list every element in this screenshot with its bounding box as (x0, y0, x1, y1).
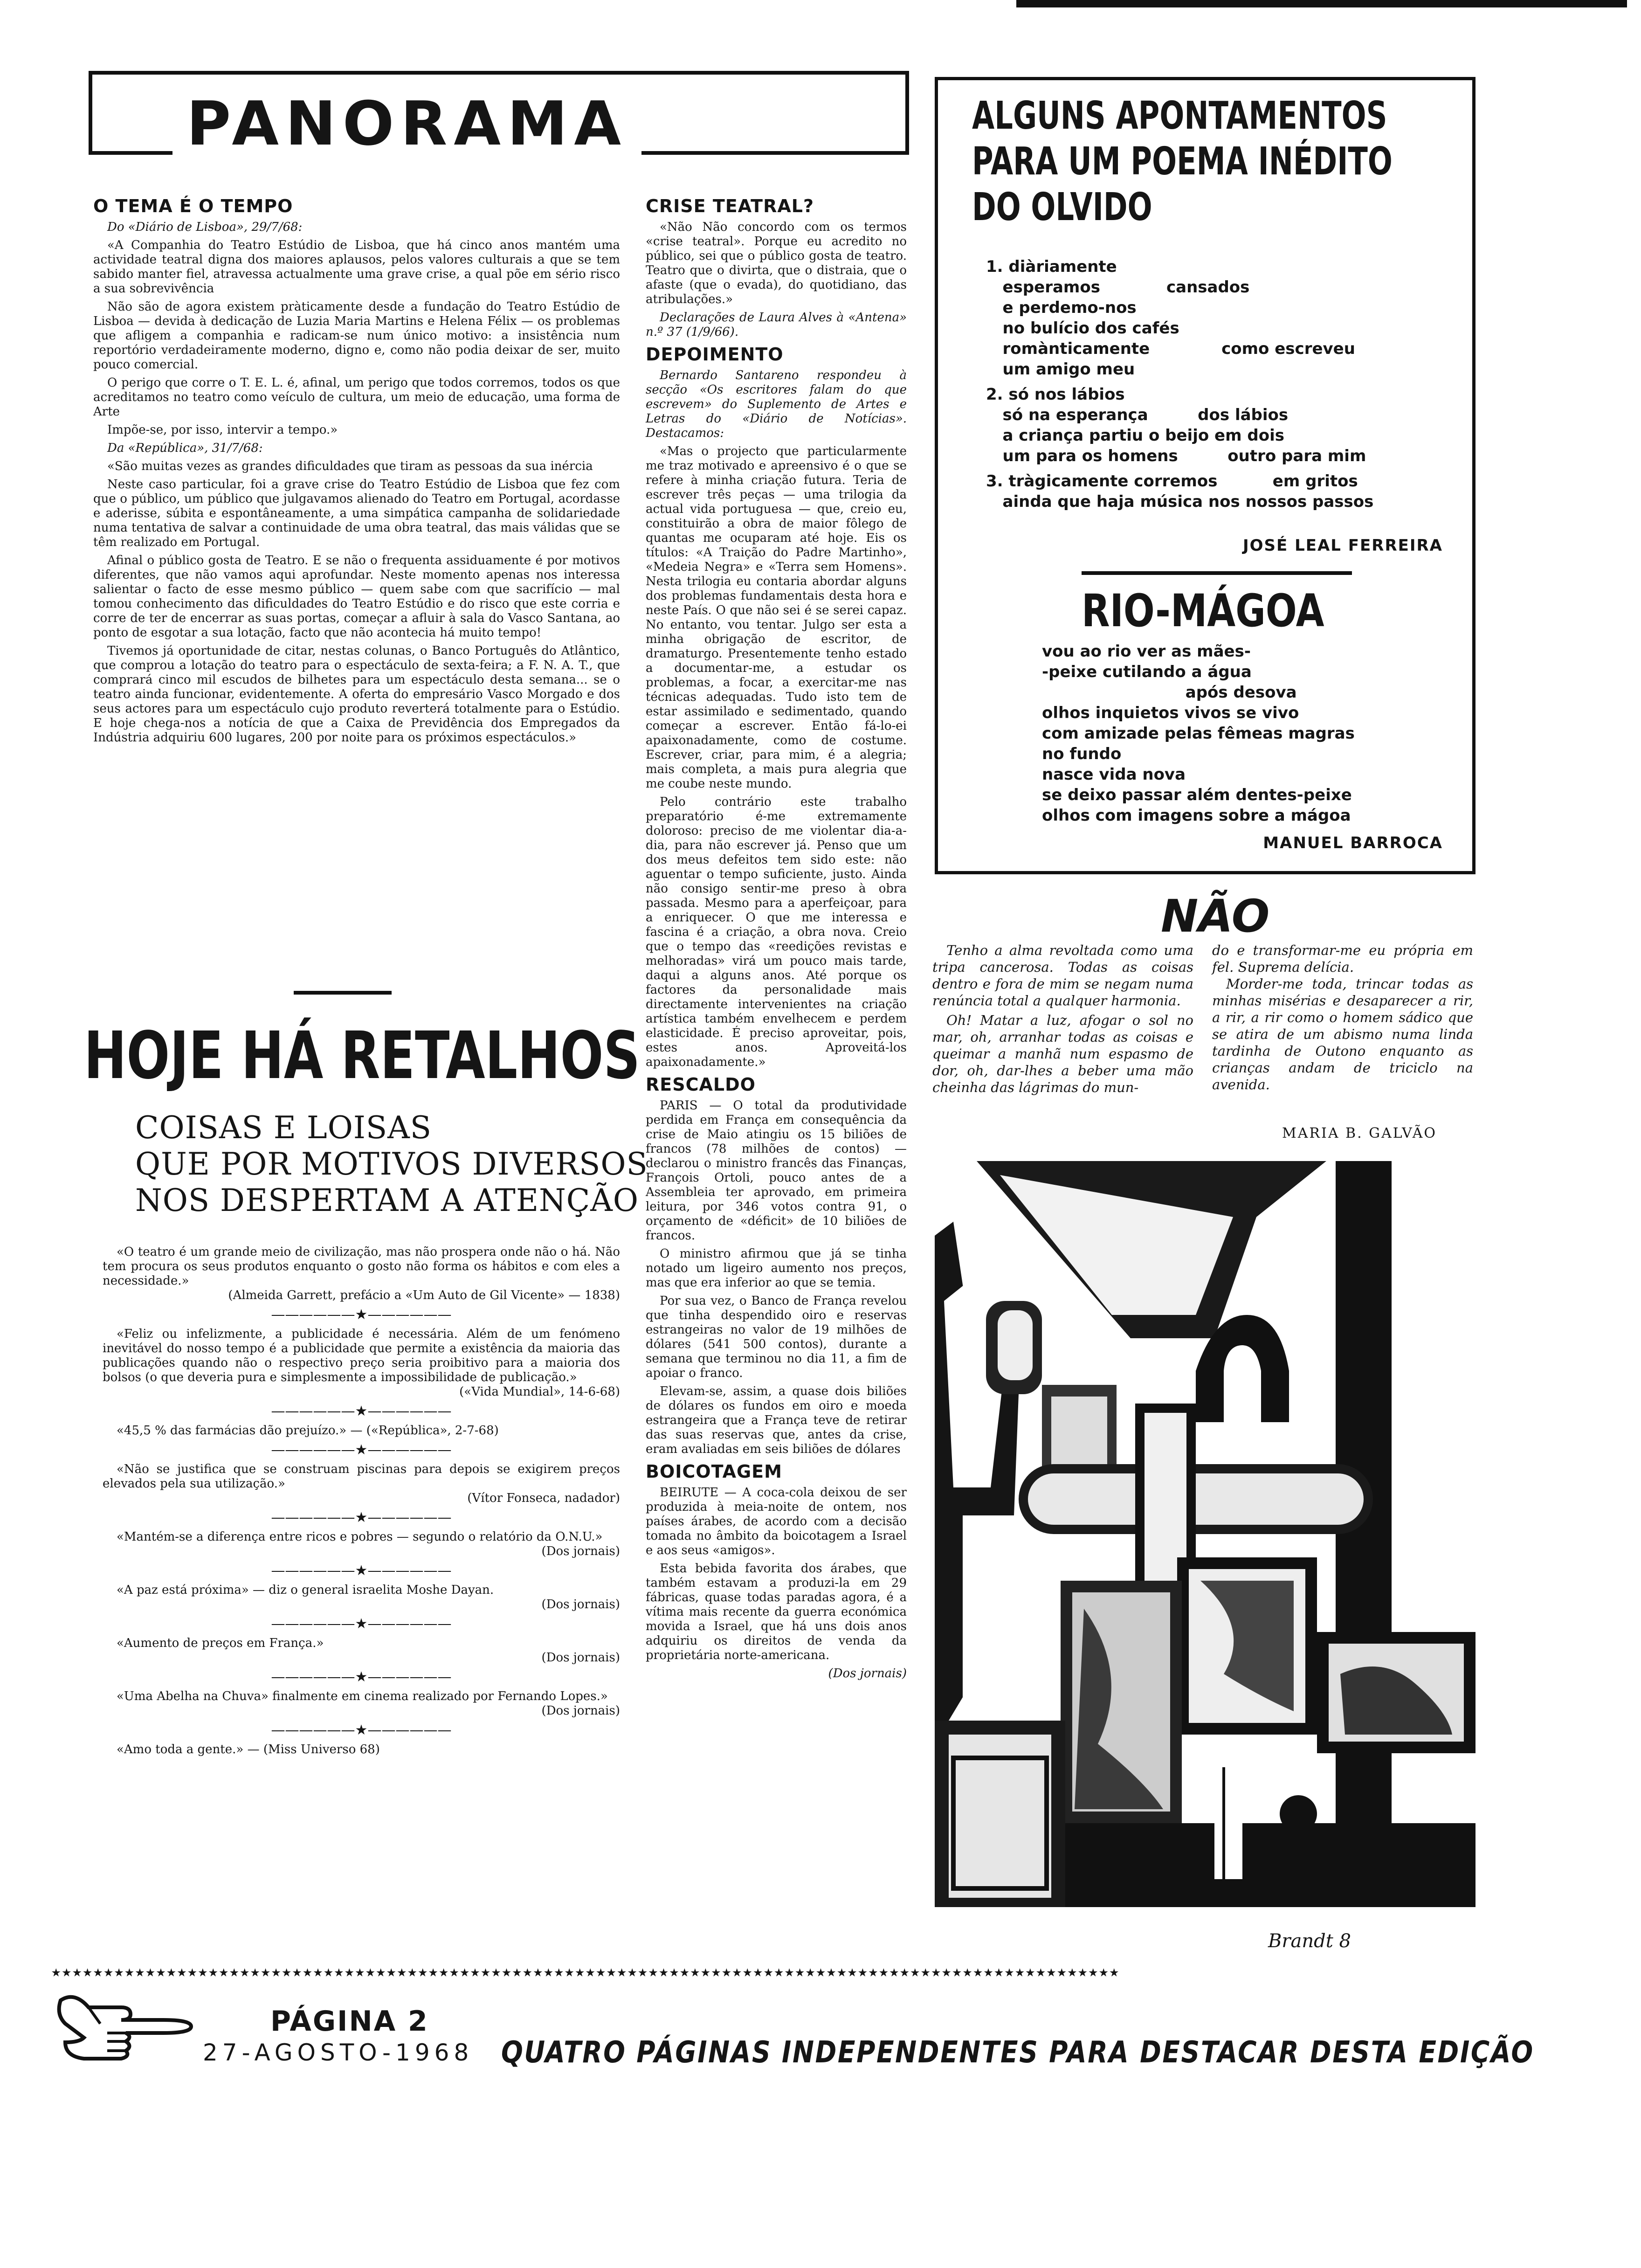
quote-source: («Vida Mundial», 14-6-68) (459, 1385, 620, 1399)
rescaldo-paragraph: Elevam-se, assim, a quase dois biliões de dólares os fundos em oiro e moeda estrangeira que a França teve de retirar das suas reservas que, antes da crise, eram avaliadas em seis biliões de dólares (646, 1384, 907, 1456)
boicotagem-paragraph: Esta bebida favorita dos árabes, que também estavam a produzi-la em 29 fábricas, quase todas paradas agora, é a vítima mais recente da guerra económica movida a Israel, que há uns dois anos adquiriu os direitos de venda da proprietária norte-americana. (646, 1562, 907, 1662)
crise-heading: CRISE TEATRAL? (646, 196, 814, 216)
tema-paragraph: O perigo que corre o T. E. L. é, afinal, um perigo que todos corremos, todos os que acreditamos no teatro como veículo de cultura, um meio de educação, uma forma de Arte (93, 376, 620, 419)
rescaldo-paragraph: O ministro afirmou que já se tinha notado um ligeiro aumento nos preços, mas que era inferior ao que se temia. (646, 1247, 907, 1290)
boicotagem-paragraph: BEIRUTE — A coca-cola deixou de ser produzida à meia-noite de ontem, nos países árabes, de acordo com a decisão tomada no âmbito da boicotagem a Israel e aos seus «amigos». (646, 1486, 907, 1557)
poem-line: 2. só nos lábios (986, 385, 1125, 404)
star-icon: ★ (355, 1307, 368, 1323)
poem-line: e perdemo-nos (986, 298, 1137, 317)
poem-line: no bulício dos cafés (986, 319, 1179, 338)
abstract-artwork (935, 1161, 1476, 1954)
tema-paragraph: «A Companhia do Teatro Estúdio de Lisboa, que há cinco anos mantém uma actividade teatral digna dos maiores aplausos, pelos valores culturais a que se tem sabido manter fiel, atravessa actualmente uma grave crise, a qual põe em sério risco a sua sobrevivência (93, 238, 620, 296)
issue-date: 27-AGOSTO-1968 (203, 2039, 474, 2066)
poem-line: romànticamente como escreveu (986, 339, 1355, 358)
tema-source-1: Do «Diário de Lisboa», 29/7/68: (107, 220, 303, 234)
middle-column (646, 191, 907, 1685)
nao-paragraph: Oh! Matar a luz, afogar o sol no mar, oh, arranhar todas as coisas e queimar a manhã num espasmo de dor, oh, dar-lhes a beber uma mão cheinha das lágrimas do mun- (932, 1012, 1193, 1095)
rio-line: olhos inquietos vivos se vivo (1042, 704, 1299, 722)
quote-source: (Dos jornais) (541, 1597, 620, 1611)
top-rule (1016, 0, 1627, 7)
tema-source-2: Da «República», 31/7/68: (107, 441, 263, 455)
star-border: ★★★★★★★★★★★★★★★★★★★★★★★★★★★★★★★★★★★★★★★★★★★★★★★★★★★★★★★★★★★★★★★★★★★★★★★★★★★★★★★★★★★★★★★★★★★★★★★★★★★★★★ (51, 1962, 1120, 1981)
poem-line: 1. diàriamente (986, 257, 1117, 276)
depoimento-intro: Bernardo Santareno respondeu à secção «Os escritores falam do que escrevem» do Suplemento de Artes e Letras do «Diário de Notícias». Destacamos: (646, 368, 907, 440)
quote-source: (Vítor Fonseca, nadador) (467, 1491, 620, 1505)
star-divider: ——————★—————— (271, 1563, 452, 1579)
star-icon: ★ (355, 1616, 368, 1632)
hoje-title: HOJE HÁ RETALHOS (84, 1018, 641, 1094)
quote-text: «Aumento de preços em França.» (117, 1636, 324, 1650)
crise-source: Declarações de Laura Alves à «Antena» n.º 37 (1/9/66). (646, 311, 907, 339)
nao-column-1 (932, 942, 1193, 1096)
tagline: QUATRO PÁGINAS INDEPENDENTES PARA DESTACAR DESTA EDIÇÃO (501, 2035, 1534, 2070)
tema-paragraph: Não são de agora existem pràticamente desde a fundação do Teatro Estúdio de Lisboa — devida à dedicação de Luzia Maria Martins e Helena Félix — os problemas que afligem a companhia e radicam-se num único motivo: a insistência num reportório verdadeiramente moderno, digno e, como não podia deixar de ser, muito pouco comercial. (93, 300, 620, 372)
star-divider: ——————★—————— (271, 1307, 452, 1323)
poem-line: a criança partiu o beijo em dois (986, 426, 1284, 445)
hoje-subtitle-line: QUE POR MOTIVOS DIVERSOS (135, 1146, 648, 1182)
star-icon: ★ (355, 1563, 368, 1579)
tema-article (93, 191, 620, 749)
star-divider: ——————★—————— (271, 1669, 452, 1685)
boicotagem-heading: BOICOTAGEM (646, 1461, 782, 1482)
panorama-title: PANORAMA (172, 89, 641, 159)
rescaldo-heading: RESCALDO (646, 1074, 756, 1095)
poem-author: JOSÉ LEAL FERREIRA (1243, 536, 1443, 555)
poem-line: só na esperança dos lábios (986, 406, 1289, 424)
rio-line: olhos com imagens sobre a mágoa (1042, 806, 1351, 825)
hoje-subtitle-line: NOS DESPERTAM A ATENÇÃO (135, 1182, 639, 1218)
tema-heading: O TEMA É O TEMPO (93, 196, 293, 216)
page-number: PÁGINA 2 (270, 2005, 429, 2038)
poem-lines (986, 256, 1452, 512)
nao-column-2 (1212, 942, 1473, 1093)
tema-paragraph: Neste caso particular, foi a grave crise do Teatro Estúdio de Lisboa que fez com que o público, um público que julgavamos alienado do Teatro em Portugal, acordasse e aderisse, súbita e espontâneamente, a uma simpática campanha de solidariedade numa tentativa de salvar a continuidade de uma obra teatral, das mais válidas que se têm realizado em Portugal. (93, 477, 620, 549)
rio-line: no fundo (1042, 745, 1122, 763)
crise-paragraph: «Não Não concordo com os termos «crise teatral». Porque eu acredito no público, sei que o público gosta de teatro. Teatro que o divirta, que o distraia, que o afaste (que o evada), do quotidiano, das atribulações.» (646, 220, 907, 306)
poem-title-line: DO OLVIDO (972, 185, 1152, 229)
artist-signature: Brandt 8 (1268, 1930, 1351, 1952)
quote-text: «Não se justifica que se construam piscinas para depois se exigirem preços elevados pela sua utilização.» (103, 1462, 620, 1491)
rio-line: vou ao rio ver as mães- (1042, 642, 1251, 661)
quote-source: (Dos jornais) (541, 1651, 620, 1665)
section-divider (294, 991, 392, 995)
poem-divider (1082, 571, 1352, 575)
quote-source: (Almeida Garrett, prefácio a «Um Auto de Gil Vicente» — 1838) (228, 1288, 620, 1302)
depoimento-paragraph: Pelo contrário este trabalho preparatório é-me extremamente doloroso: preciso de me violentar dia-a-dia, para não escrever já. Penso que um dos meus defeitos tem sido este: não aguentar o tempo suficiente, justo. Ainda não consigo sentir-me preso à obra passada. Mesmo para a aperfeiçoar, para a enriquecer. O que me interessa e fascina é a criação, a obra nova. Creio que o tempo das «reedições revistas e melhoradas» virá um pouco mais tarde, daqui a alguns anos. Até porque os factores da personalidade mais directamente intervenientes na criação artística também envelhecem e perdem elasticidade. É preciso aproveitar, pois, estes anos. Aproveitá-los apaixonadamente.» (646, 795, 907, 1069)
poem-title-line: ALGUNS APONTAMENTOS (972, 94, 1387, 138)
star-icon: ★ (355, 1442, 368, 1458)
depoimento-paragraph: «Mas o projecto que particularmente me traz motivado e apreensivo é o que se refere à minha criação futura. Teria de escrever três peças — uma trilogia da actual vida portuguesa — que, creio eu, constituirão a obra de maior fôlego de quantas me ocuparam até hoje. Eis os títulos: «A Traição do Padre Martinho», «Medeia Negra» e «Terra sem Homens». Nesta trilogia eu contaria abordar alguns dos problemas fundamentais desta hora e neste País. O que não sei é se serei capaz. No entanto, vou tentar. Julgo ser esta a minha obrigação de escritor, de dramaturgo. Presentemente tenho estado a documentar-me, a estudar os problemas, a focar, a exercitar-me nas técnicas adequadas. Tudo isto tem de estar assimilado e sedimentado, quando começar a escrever. Então fá-lo-ei apaixonadamente, como de costume. Escrever, criar, para mim, é a alegria; mais completa, a mais pura alegria que me coube neste mundo. (646, 444, 907, 791)
tema-paragraph: «São muitas vezes as grandes dificuldades que tiram as pessoas da sua inércia (107, 459, 593, 473)
star-icon: ★ (355, 1509, 368, 1526)
tema-paragraph: Tivemos já oportunidade de citar, nestas colunas, o Banco Português do Atlântico, que comprou a lotação do teatro para o espectáculo de sexta-feira; a F. N. A. T., que comprará cinco mil escudos de bilhetes para um espectáculo desta semana... se o teatro ainda funcionar, evidentemente. A oferta do empresário Vasco Morgado e dos seus actores para um espectáculo cujo produto reverterá totalmente para o Estúdio. E hoje chega-nos a notícia de que a Caixa de Previdência dos Empregados da Indústria adquiriu 600 lugares, 200 por noite para os próximos espectáculos.» (93, 644, 620, 745)
rio-title: RIO-MÁGOA (1082, 585, 1324, 637)
depoimento-heading: DEPOIMENTO (646, 344, 784, 365)
quote-text: «O teatro é um grande meio de civilização, mas não prospera onde não o há. Não tem procura os seus produtos enquanto o gosto não forma os hábitos e com eles a necessidade.» (103, 1245, 620, 1288)
quote-text: «Uma Abelha na Chuva» finalmente em cinema realizado por Fernando Lopes.» (117, 1689, 608, 1703)
poem-line: um amigo meu (986, 360, 1135, 379)
poem-line: um para os homens outro para mim (986, 447, 1366, 465)
quote-text: «Mantém-se a diferença entre ricos e pobres — segundo o relatório da O.N.U.» (117, 1530, 603, 1544)
rescaldo-paragraph: PARIS — O total da produtividade perdida em França em consequência da crise de Maio atingiu os 15 biliões de francos (78 milhões de contos) — declarou o ministro francês das Finanças, François Ortoli, pouco antes de a Assembleia ter aprovado, em primeira leitura, por 346 votos contra 91, o orçamento de «déficit» de 10 biliões de francos. (646, 1099, 907, 1243)
star-divider: ——————★—————— (271, 1403, 452, 1419)
rio-line: nasce vida nova (1042, 765, 1186, 784)
nao-author: MARIA B. GALVÃO (1282, 1125, 1437, 1141)
rio-line: após desova (1042, 683, 1297, 702)
hoje-subtitle-line: COISAS E LOISAS (135, 1110, 432, 1146)
star-divider: ——————★—————— (271, 1442, 452, 1458)
rio-line: se deixo passar além dentes-peixe (1042, 786, 1352, 804)
star-divider: ——————★—————— (271, 1509, 452, 1526)
rio-author: MANUEL BARROCA (1263, 834, 1443, 852)
star-icon: ★ (355, 1722, 368, 1738)
quote-text: «Feliz ou infelizmente, a publicidade é necessária. Além de um fenómeno inevitável do nosso tempo é a publicidade que permite a existência da maioria das publicações quando não o respectivo preço seria proibitivo para a maioria dos bolsos (o que deveria pura e simplesmente a impossibilidade de publicação.» (103, 1327, 620, 1384)
star-divider: ——————★—————— (271, 1722, 452, 1738)
quotes-list (103, 1245, 620, 1757)
quote-text: «45,5 % das farmácias dão prejuízo.» — («República», 2-7-68) (117, 1424, 499, 1438)
nao-paragraph: Tenho a alma revoltada como uma tripa cancerosa. Todas as coisas dentro e fora de mim se negam numa renúncia total a qualquer harmonia. (932, 942, 1193, 1009)
poem-title-line: PARA UM POEMA INÉDITO (972, 139, 1393, 184)
pointing-hand-icon (56, 1982, 196, 2066)
rio-lines (1042, 641, 1462, 826)
quote-source: (Dos jornais) (541, 1704, 620, 1718)
star-divider: ——————★—————— (271, 1616, 452, 1632)
boicotagem-source: (Dos jornais) (828, 1666, 907, 1680)
poem-line: ainda que haja música nos nossos passos (986, 492, 1374, 511)
poem-line: esperamos cansados (986, 278, 1250, 297)
star-icon: ★ (355, 1669, 368, 1685)
nao-title: NÃO (1161, 890, 1270, 942)
tema-paragraph: Impõe-se, por isso, intervir a tempo.» (107, 423, 338, 437)
rio-line: -peixe cutilando a água (1042, 663, 1252, 681)
hoje-subtitle (135, 1110, 648, 1219)
poem-title (972, 93, 1393, 230)
quote-source: (Dos jornais) (541, 1544, 620, 1558)
star-icon: ★ (355, 1403, 368, 1419)
tema-paragraph: Afinal o público gosta de Teatro. E se não o frequenta assiduamente é por motivos diferentes, que não vamos aqui aprofundar. Neste momento apenas nos interessa salientar o facto de esse mesmo público — quem sabe com que sacrifício — mal tomou conhecimento das dificuldades do Teatro Estúdio e do risco que este corria e corre de ter de encerrar as suas portas, começar a afluir à sala do Vasco Santana, ao ponto de esgotar a sua lotação, facto que não acontecia há muito tempo! (93, 553, 620, 640)
quote-text: «A paz está próxima» — diz o general israelita Moshe Dayan. (117, 1583, 494, 1597)
quote-text: «Amo toda a gente.» — (Miss Universo 68) (117, 1742, 380, 1756)
nao-paragraph: do e transformar-me eu própria em fel. Suprema delícia. (1212, 942, 1473, 975)
rio-line: com amizade pelas fêmeas magras (1042, 724, 1355, 743)
rescaldo-paragraph: Por sua vez, o Banco de França revelou que tinha despendido oiro e reservas estrangeiras no valor de 19 milhões de dólares (541 500 contos), durante a semana que terminou no dia 11, a fim de apoiar o franco. (646, 1294, 907, 1380)
poem-line: 3. tràgicamente corremos em gritos (986, 472, 1358, 491)
nao-paragraph: Morder-me toda, trincar todas as minhas misérias e desaparecer a rir, a rir, a rir como o homem sádico que se atira de um abismo numa linda tardinha de Outono enquanto as crianças andam de triciclo na avenida. (1212, 976, 1473, 1093)
